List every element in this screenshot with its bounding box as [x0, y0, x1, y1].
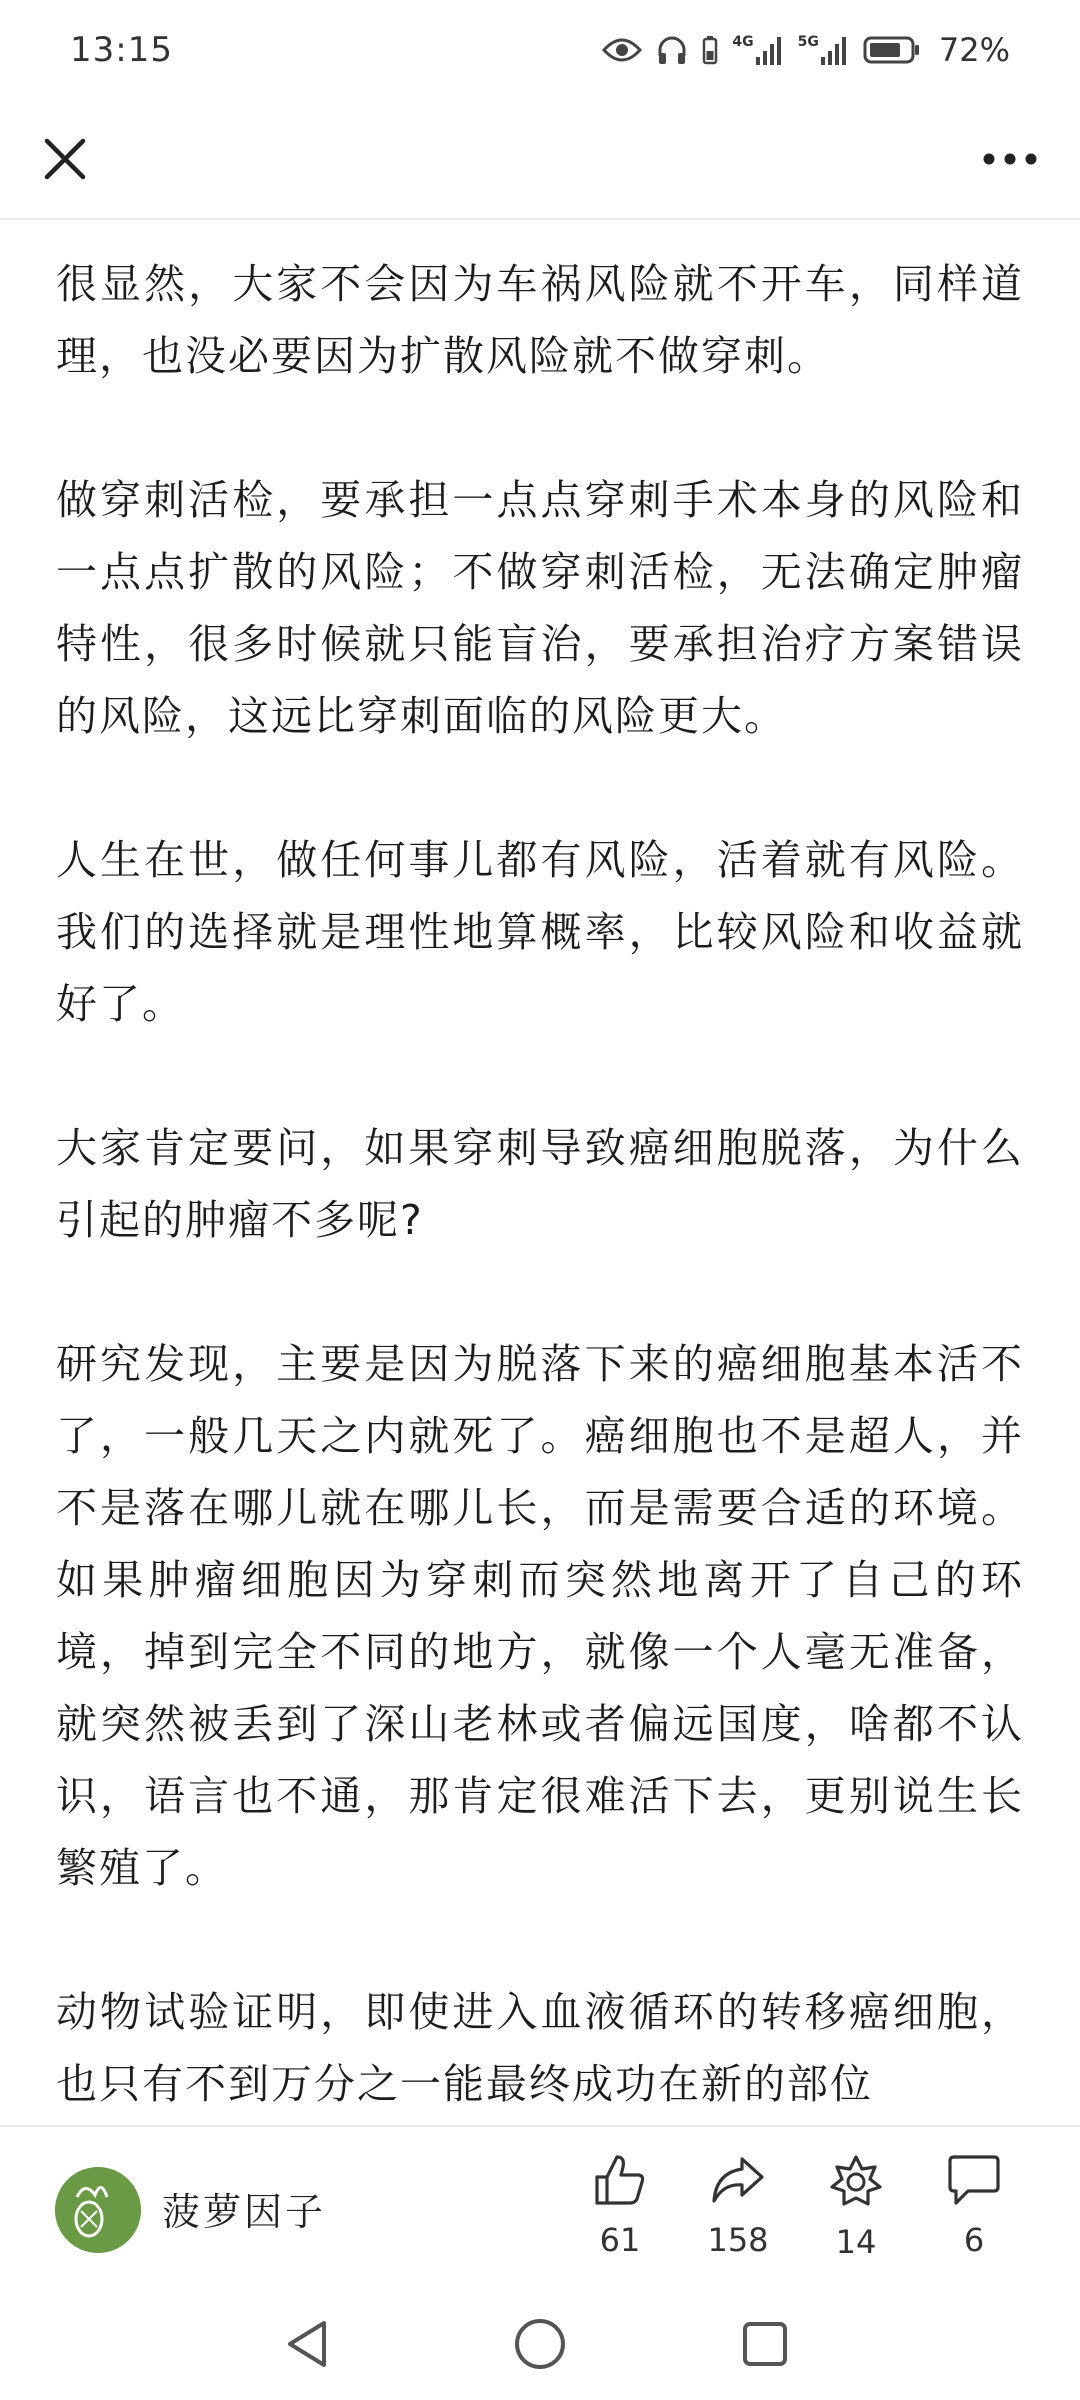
status-bar	[0, 0, 1080, 100]
article-paragraph: 研究发现，主要是因为脱落下来的癌细胞基本活不了，一般几天之内就死了。癌细胞也不是超人，并不是落在哪儿就在哪儿长，而是需要合适的环境。如果肿瘤细胞因为穿刺而突然地离开了自己的环境，掉到完全不同的地方，就像一个人毫无准备，就突然被丢到了深山老林或者偏远国度，啥都不认识，语言也不通，那肯定很难活下去，更别说生长繁殖了。	[56, 1340, 1024, 1892]
share-arrow-icon	[710, 2153, 766, 2207]
more-button[interactable]	[970, 124, 1050, 194]
network-1-label: 4G	[732, 34, 754, 50]
recents-square-icon	[739, 2318, 791, 2370]
comment-button[interactable]	[914, 2153, 1034, 2283]
signal-4g-icon	[732, 35, 783, 65]
article-body	[0, 220, 1080, 2125]
nav-home-button[interactable]	[505, 2309, 575, 2379]
more-icon	[982, 152, 1038, 166]
comment-count: 6	[963, 2221, 985, 2259]
headphones-icon	[656, 34, 688, 66]
nav-recents-button[interactable]	[730, 2309, 800, 2379]
article-paragraph: 人生在世，做任何事儿都有风险，活着就有风险。我们的选择就是理性地算概率，比较风险和收益就好了。	[56, 836, 1024, 1028]
nav-back-button[interactable]	[272, 2309, 342, 2379]
bottom-action-bar	[0, 2125, 1080, 2285]
share-button[interactable]	[678, 2153, 798, 2283]
like-button[interactable]	[560, 2153, 680, 2283]
system-nav-bar	[0, 2285, 1080, 2400]
close-button[interactable]	[30, 124, 100, 194]
thumbs-up-icon	[593, 2153, 647, 2207]
share-count: 158	[707, 2221, 769, 2259]
article-paragraph: 做穿刺活检，要承担一点点穿刺手术本身的风险和一点点扩散的风险；不做穿刺活检，无法确定肿瘤特性，很多时候就只能盲治，要承担治疗方案错误的风险，这远比穿刺面临的风险更大。	[56, 476, 1024, 740]
favorite-button[interactable]	[796, 2153, 916, 2283]
battery-small-icon	[702, 35, 718, 65]
status-icons	[602, 31, 1010, 69]
like-count: 61	[599, 2221, 641, 2259]
author-name[interactable]: 菠萝因子	[162, 2190, 327, 2234]
signal-5g-icon	[798, 35, 849, 65]
article-paragraph: 很显然，大家不会因为车祸风险就不开车，同样道理，也没必要因为扩散风险就不做穿刺。	[56, 260, 1024, 380]
top-toolbar	[0, 100, 1080, 220]
network-2-label: 5G	[797, 34, 819, 50]
article-paragraph: 动物试验证明，即使进入血液循环的转移癌细胞，也只有不到万分之一能最终成功在新的部位	[56, 1988, 1024, 2108]
comment-bubble-icon	[946, 2153, 1002, 2207]
status-time: 13:15	[70, 30, 173, 70]
battery-percent: 72%	[938, 31, 1010, 69]
back-triangle-icon	[282, 2317, 332, 2371]
pineapple-logo-icon	[55, 2167, 141, 2253]
battery-icon	[863, 35, 921, 65]
home-circle-icon	[512, 2316, 568, 2372]
author-avatar[interactable]	[55, 2167, 141, 2253]
article-paragraph: 大家肯定要问，如果穿刺导致癌细胞脱落，为什么引起的肿瘤不多呢?	[56, 1124, 1024, 1244]
eye-icon	[602, 36, 642, 64]
close-icon	[43, 137, 87, 181]
favorite-count: 14	[835, 2223, 877, 2261]
favorite-flower-icon	[828, 2153, 884, 2209]
